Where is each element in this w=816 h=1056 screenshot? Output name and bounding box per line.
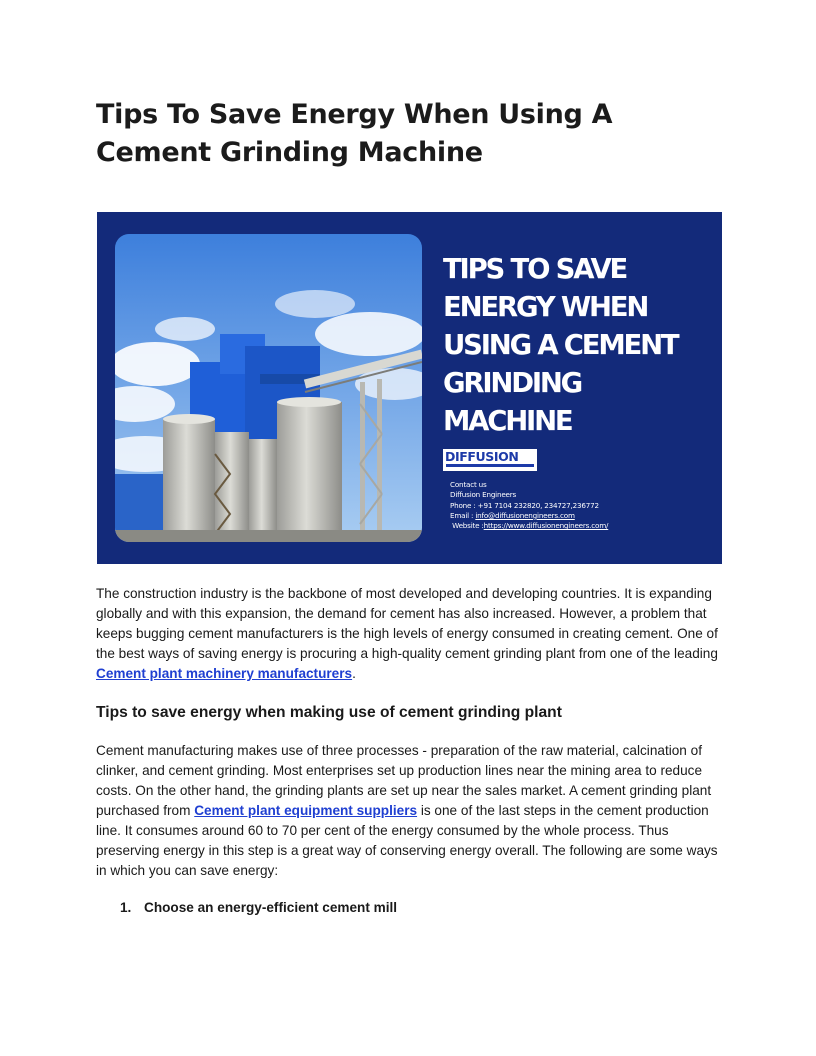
section-text-before: Cement manufacturing makes use of three processes - preparation of the raw material, calcination of clinker, and cement grinding. Most enterprises set up production lines near the mining area to reduce costs. On the other hand, the grinding plants are set up near the sales market. A cement grinding plant purchased from	[96, 743, 712, 818]
contact-email-label: Email :	[450, 510, 476, 520]
contact-phone: Phone : +91 7104 232820, 234727,236772	[450, 500, 599, 510]
banner-heading-line: USING A CEMENT	[443, 329, 678, 361]
contact-block	[450, 480, 710, 531]
banner-heading-line: ENERGY WHEN	[443, 291, 648, 323]
cement-plant-photo	[115, 234, 422, 542]
contact-website-label: Website :	[452, 521, 484, 531]
intro-paragraph	[96, 584, 721, 684]
logo-tagline-bar	[446, 464, 534, 467]
page-title: Tips To Save Energy When Using A Cement Grinding Machine	[96, 99, 613, 168]
list-item-number: 1.	[120, 900, 132, 915]
contact-email-row	[450, 511, 710, 521]
diffusion-logo	[443, 449, 537, 471]
contact-email-link[interactable]: info@diffusionengineers.com	[475, 510, 575, 520]
section-text-after: is one of the last steps in the cement production line. It consumes around 60 to 70 per cent of the energy consumed by the whole process. Thus preserving energy in this step is a great way of conserving energy overall. The following are some ways in which you can save energy:	[96, 803, 718, 878]
list-item-label: Choose an energy-efficient cement mill	[144, 900, 398, 915]
contact-company: Diffusion Engineers	[450, 490, 517, 500]
intro-text: The construction industry is the backbone of most developed and developing countries. It is expanding globally and with this expansion, the demand for cement has also increased. However, a problem that keeps bugging cement manufacturers is the high levels of energy consumed in creating cement. One of the best ways of saving energy is procuring a high-quality cement grinding plant from one of the leading	[96, 586, 718, 661]
contact-website-row	[450, 521, 710, 531]
equipment-suppliers-link[interactable]: Cement plant equipment suppliers	[194, 803, 418, 818]
contact-label: Contact us	[450, 480, 487, 489]
banner-heading-line: MACHINE	[443, 405, 572, 437]
machinery-manufacturers-link[interactable]: Cement plant machinery manufacturers	[96, 666, 353, 681]
section-paragraph	[96, 741, 721, 881]
banner-heading-line: TIPS TO SAVE	[443, 253, 627, 285]
intro-end: .	[352, 666, 356, 681]
contact-website-link[interactable]: https://www.diffusionengineers.com/	[483, 521, 609, 531]
banner-heading-line: GRINDING	[443, 367, 582, 399]
hero-banner	[97, 212, 722, 564]
section-heading: Tips to save energy when making use of cement grinding plant	[96, 704, 562, 721]
list-item	[120, 898, 620, 918]
logo-text: DIFFUSION	[445, 449, 519, 464]
banner-heading	[443, 250, 713, 440]
